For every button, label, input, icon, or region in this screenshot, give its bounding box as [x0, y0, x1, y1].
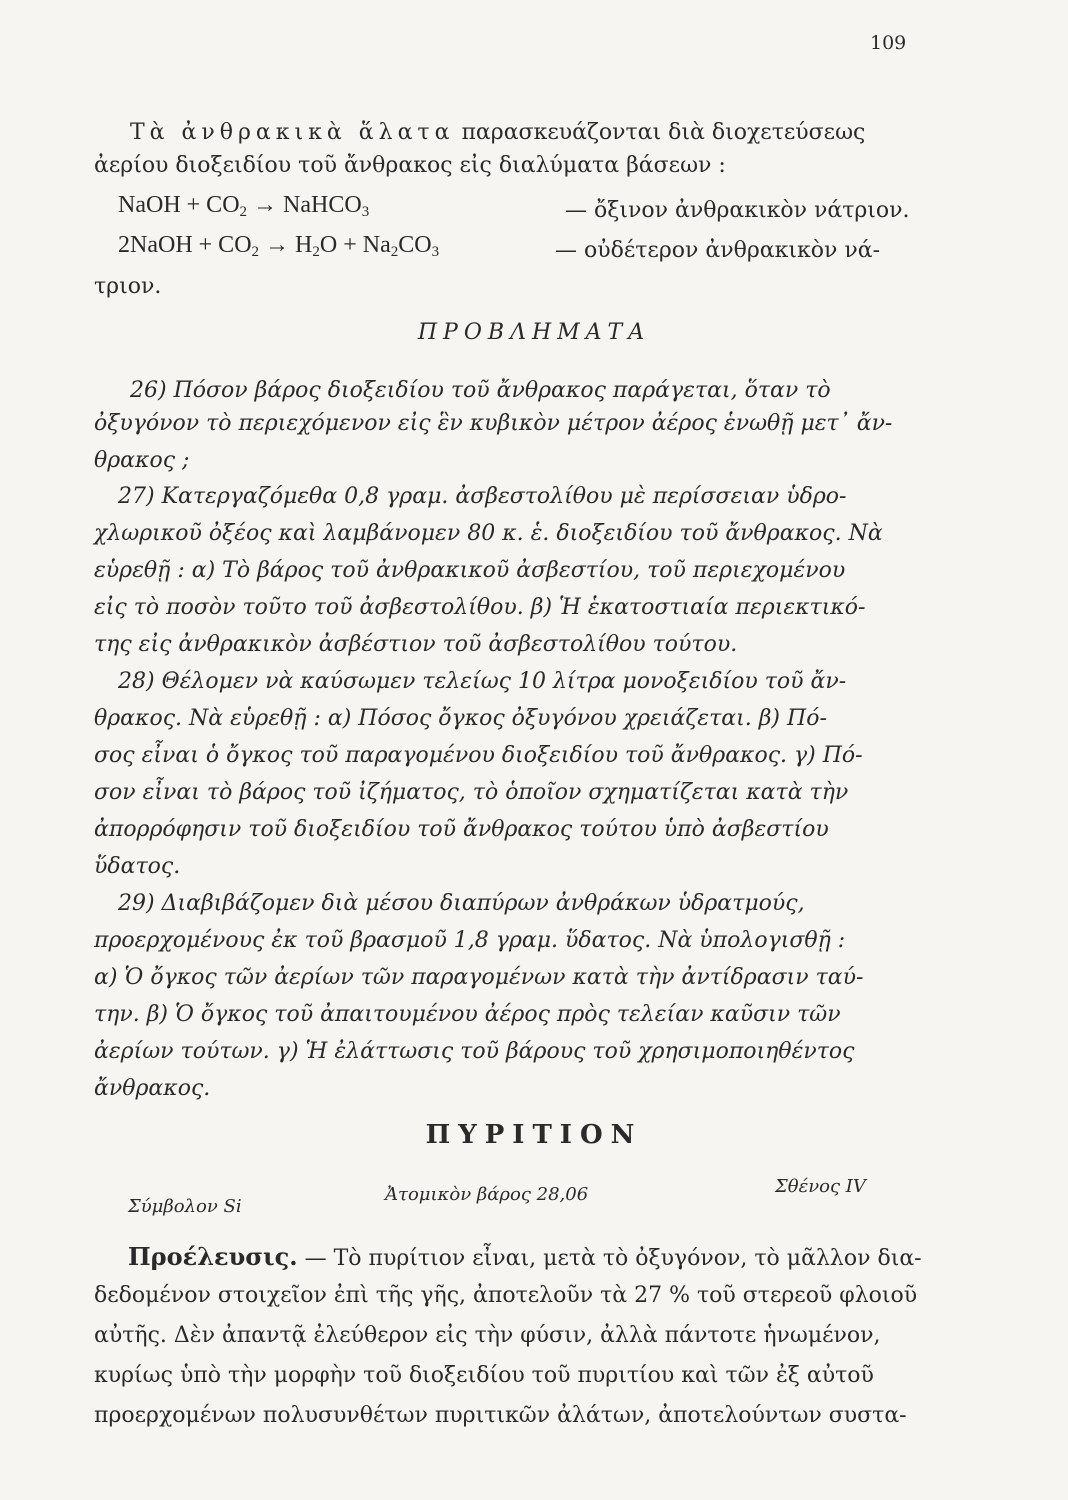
section-title: ΠΥΡΙΤΙΟΝ: [425, 1120, 643, 1150]
equation-2-label: — οὐδέτερον ἀνθρακικὸν νά-: [555, 238, 881, 263]
origin-line-1-text: — Τὸ πυρίτιον εἶναι, μετὰ τὸ ὀξυγόνον, τὸ μᾶλλον δια-: [304, 1246, 922, 1271]
equation-tail: τριον.: [94, 274, 162, 299]
origin-heading: Προέλευσις.: [128, 1242, 298, 1271]
problem-28-line-4: σον εἶναι τὸ βάρος τοῦ ἰζήματος, τὸ ὁποῖον σχηματίζεται κατὰ τὴν: [94, 780, 849, 805]
problem-29-line-2: προερχομένους ἐκ τοῦ βρασμοῦ 1,8 γραμ. ὕδατος. Νὰ ὑπολογισθῇ :: [94, 928, 846, 953]
eq2-rhs-sub2: 2: [390, 244, 399, 260]
intro-spaced-lead: Τὰ ἀνθρακικὰ ἅλατα: [130, 120, 455, 145]
eq2-rhs-na: O + Na: [319, 232, 391, 258]
origin-line-5: προερχομένων πολυσυνθέτων πυριτικῶν ἀλάτων, ἀποτελούντων συστα-: [94, 1403, 907, 1428]
eq1-lhs: NaOH + CO: [118, 192, 240, 218]
problem-27-line-1: 27) Κατεργαζόμεθα 0,8 γραμ. ἀσβεστολίθου μὲ περίσσειαν ὑδρο-: [118, 484, 847, 509]
intro-line-1: [130, 122, 865, 144]
origin-line-1: [128, 1242, 922, 1271]
problem-26-line-3: θρακος ;: [94, 448, 190, 473]
problem-29-line-3: α) Ὁ ὄγκος τῶν ἀερίων τῶν παραγομένων κατὰ τὴν ἀντίδρασιν ταύ-: [94, 965, 864, 990]
equation-1-label: — ὄξινον ἀνθρακικὸν νάτριον.: [565, 198, 910, 223]
intro-line-2: ἀερίου διοξειδίου τοῦ ἄνθρακος εἰς διαλύματα βάσεων :: [94, 153, 726, 178]
element-symbol: Σύμβολον Si: [128, 1196, 242, 1217]
eq2-rhs-co: CO: [398, 232, 432, 258]
eq1-rhs: NaHCO: [283, 192, 362, 218]
problem-28-line-6: ὕδατος.: [94, 854, 181, 879]
eq2-lhs-sub: 2: [251, 244, 260, 260]
problem-27-line-2: χλωρικοῦ ὀξέος καὶ λαμβάνομεν 80 κ. ἑ. διοξειδίου τοῦ ἄνθρακος. Νὰ: [94, 521, 883, 546]
problem-28-line-2: θρακος. Νὰ εὑρεθῇ : α) Πόσος ὄγκος ὀξυγόνου χρειάζεται. β) Πό-: [94, 706, 827, 731]
origin-line-2: δεδομένον στοιχεῖον ἐπὶ τῆς γῆς, ἀποτελοῦν τὰ 27 % τοῦ στερεοῦ φλοιοῦ: [94, 1283, 918, 1308]
eq2-rhs-h: H: [295, 232, 313, 258]
problem-27-line-4: εἰς τὸ ποσὸν τοῦτο τοῦ ἀσβεστολίθου. β) Ἡ ἑκατοστιαία περιεκτικό-: [94, 595, 866, 620]
problem-27-line-5: της εἰς ἀνθρακικὸν ἀσβέστιον τοῦ ἀσβεστολίθου τούτου.: [94, 632, 738, 657]
page-number: 109: [870, 32, 907, 54]
problem-29-line-5: ἀερίων τούτων. γ) Ἡ ἐλάττωσις τοῦ βάρους τοῦ χρησιμοποιηθέντος: [94, 1039, 855, 1064]
eq2-rhs-sub3: 3: [431, 244, 440, 260]
problem-26-line-1: 26) Πόσον βάρος διοξειδίου τοῦ ἄνθρακος παράγεται, ὅταν τὸ: [130, 378, 831, 403]
eq1-lhs-sub: 2: [239, 204, 248, 220]
equation-1: [118, 192, 369, 221]
equation-2: [118, 232, 439, 261]
problem-28-line-3: σος εἶναι ὁ ὄγκος τοῦ παραγομένου διοξειδίου τοῦ ἄνθρακος. γ) Πό-: [94, 743, 863, 768]
eq2-arrow: →: [265, 232, 290, 258]
problem-28-line-1: 28) Θέλομεν νὰ καύσωμεν τελείως 10 λίτρα μονοξειδίου τοῦ ἄν-: [118, 669, 847, 694]
eq1-arrow: →: [253, 192, 278, 218]
problem-29-line-1: 29) Διαβιβάζομεν διὰ μέσου διαπύρων ἀνθράκων ὑδρατμούς,: [118, 891, 805, 916]
intro-line-1-rest: παρασκευάζονται διὰ διοχετεύσεως: [461, 120, 866, 145]
problem-28-line-5: ἀπορρόφησιν τοῦ διοξειδίου τοῦ ἄνθρακος τούτου ὑπὸ ἀσβεστίου: [94, 817, 829, 842]
eq1-rhs-sub: 3: [361, 204, 370, 220]
origin-line-4: κυρίως ὑπὸ τὴν μορφὴν τοῦ διοξειδίου τοῦ πυριτίου καὶ τῶν ἐξ αὐτοῦ: [94, 1363, 874, 1388]
problem-29-line-6: ἄνθρακος.: [94, 1076, 211, 1101]
origin-line-3: αὐτῆς. Δὲν ἀπαντᾷ ἐλεύθερον εἰς τὴν φύσιν, ἀλλὰ πάντοτε ἡνωμένον,: [94, 1323, 881, 1348]
eq2-rhs-sub1: 2: [312, 244, 320, 260]
problems-heading: ΠΡΟΒΛΗΜΑΤΑ: [417, 320, 651, 345]
element-atomic-weight: Ἀτομικὸν βάρος 28,06: [385, 1184, 589, 1205]
problem-29-line-4: την. β) Ὁ ὄγκος τοῦ ἀπαιτουμένου ἀέρος πρὸς τελείαν καῦσιν τῶν: [94, 1002, 841, 1027]
problem-26-line-2: ὀξυγόνον τὸ περιεχόμενον εἰς ἓν κυβικὸν μέτρον ἀέρος ἑνωθῇ μετ᾽ ἄν-: [94, 411, 893, 436]
element-valence: Σθένος IV: [775, 1176, 866, 1197]
problem-27-line-3: εὑρεθῇ : α) Τὸ βάρος τοῦ ἀνθρακικοῦ ἀσβεστίου, τοῦ περιεχομένου: [94, 558, 846, 583]
eq2-lhs: 2NaOH + CO: [118, 232, 252, 258]
